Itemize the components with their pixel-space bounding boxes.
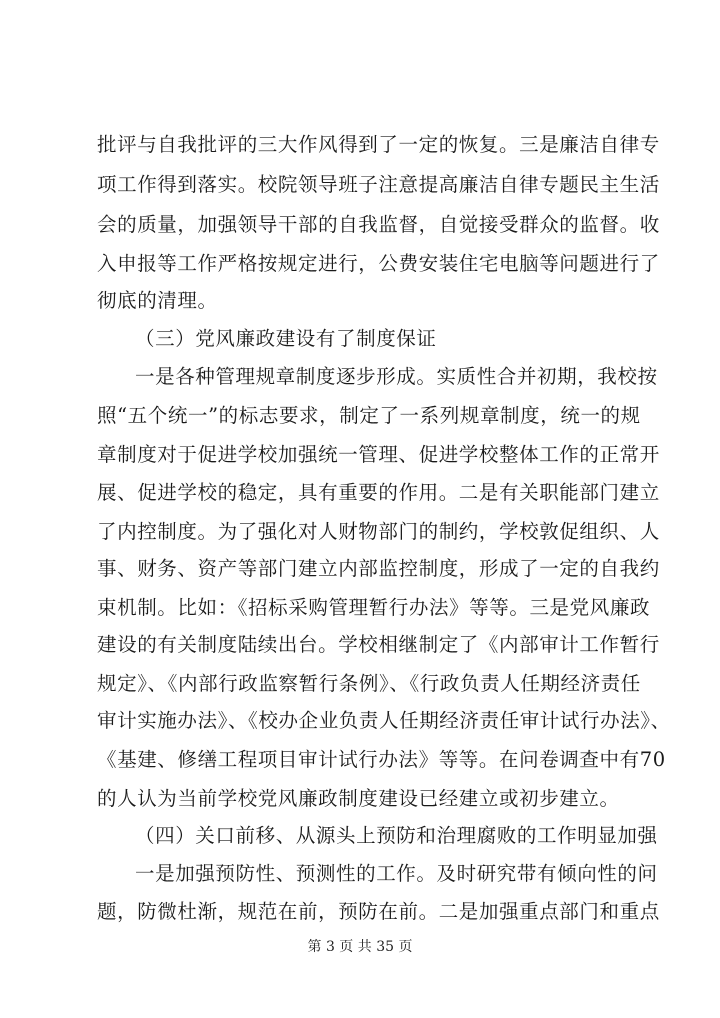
paragraph-line: 照“五个统一”的标志要求，制定了一系列规章制度，统一的规 <box>97 404 641 427</box>
paragraph-line: 审计实施办法》、《校办企业负责人任期经济责任审计试行办法》、 <box>97 709 671 732</box>
paragraph-line: 会的质量，加强领导干部的自我监督，自觉接受群众的监督。收 <box>97 213 660 236</box>
paragraph-line: 展、促进学校的稳定，具有重要的作用。二是有关职能部门建立 <box>97 481 660 504</box>
paragraph-line: 建设的有关制度陆续出台。学校相继制定了《内部审计工作暂行 <box>97 633 660 656</box>
paragraph-line: 事、财务、资产等部门建立内部监控制度，形成了一定的自我约 <box>97 557 660 580</box>
paragraph-line: 一是加强预防性、预测性的工作。及时研究带有倾向性的问 <box>135 862 658 885</box>
section-heading: （三）党风廉政建设有了制度保证 <box>135 327 437 350</box>
paragraph-line: 束机制。比如：《招标采购管理暂行办法》等等。三是党风廉政 <box>97 596 651 619</box>
paragraph-line: 规定》、《内部行政监察暂行条例》、《行政负责人任期经济责任 <box>97 672 641 695</box>
paragraph-line: 彻底的清理。 <box>97 289 218 312</box>
paragraph-line: 的人认为当前学校党风廉政制度建设已经建立或初步建立。 <box>97 787 620 810</box>
paragraph-line: 批评与自我批评的三大作风得到了一定的恢复。三是廉洁自律专 <box>97 133 660 156</box>
paragraph-line: 《基建、修缮工程项目审计试行办法》等等。在问卷调查中有70 <box>97 748 666 771</box>
paragraph-line: 项工作得到落实。校院领导班子注意提高廉洁自律专题民主生活 <box>97 173 660 196</box>
paragraph-line: 一是各种管理规章制度逐步形成。实质性合并初期，我校按 <box>135 365 658 388</box>
paragraph-line: 了内控制度。为了强化对人财物部门的制约，学校敦促组织、人 <box>97 520 660 543</box>
section-heading: （四）关口前移、从源头上预防和治理腐败的工作明显加强 <box>135 824 658 847</box>
paragraph-line: 入申报等工作严格按规定进行，公费安装住宅电脑等问题进行了 <box>97 252 660 275</box>
paragraph-line: 章制度对于促进学校加强统一管理、促进学校整体工作的正常开 <box>97 443 660 466</box>
paragraph-line: 题，防微杜渐，规范在前，预防在前。二是加强重点部门和重点 <box>97 900 660 923</box>
page-number: 第 3 页 共 35 页 <box>307 939 413 955</box>
